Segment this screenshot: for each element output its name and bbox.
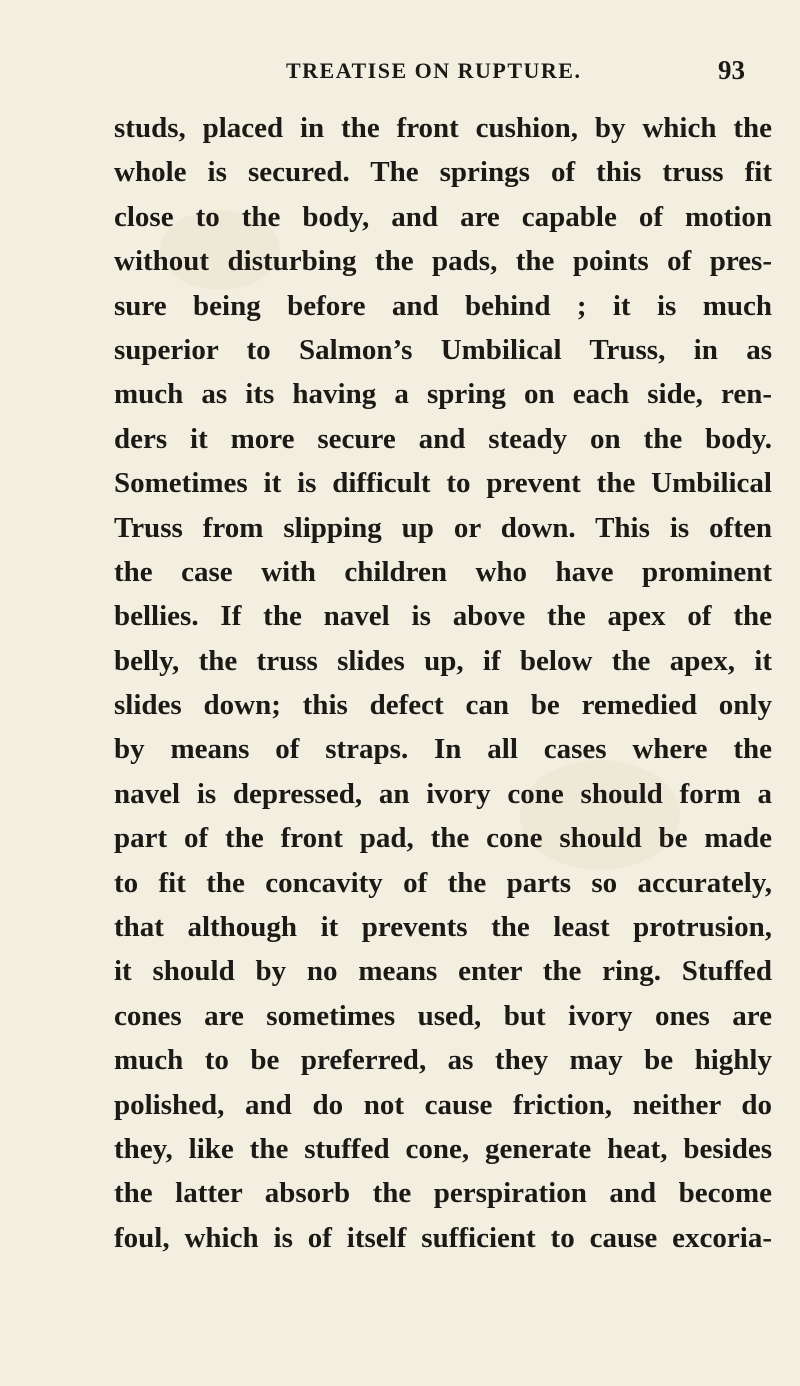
text-line: cones are sometimes used, but ivory ones are — [114, 999, 772, 1032]
text-line: close to the body, and are capable of motion — [114, 200, 772, 233]
text-line: Truss from slipping up or down. This is often — [114, 511, 772, 544]
text-line: the latter absorb the perspiration and become — [114, 1177, 772, 1210]
running-title: TREATISE ON RUPTURE. — [286, 58, 582, 83]
text-line: that although it prevents the least protrusion, — [114, 911, 772, 944]
text-line: studs, placed in the front cushion, by which the — [114, 112, 772, 144]
text-line: polished, and do not cause friction, neither do — [114, 1088, 772, 1121]
text-line: bellies. If the navel is above the apex of the — [114, 600, 772, 633]
page-number: 93 — [718, 55, 745, 85]
text-line: by means of straps. In all cases where the — [114, 733, 772, 766]
text-line: they, like the stuffed cone, generate heat, besides — [114, 1132, 772, 1165]
text-line: superior to Salmon’s Umbilical Truss, in as — [114, 333, 772, 366]
text-line: ders it more secure and steady on the body. — [114, 422, 772, 455]
text-line: part of the front pad, the cone should be made — [114, 822, 772, 855]
text-line: navel is depressed, an ivory cone should form a — [114, 777, 772, 810]
text-line: much as its having a spring on each side, ren- — [114, 378, 772, 411]
running-head — [0, 55, 800, 88]
text-line: without disturbing the pads, the points of pres- — [114, 245, 772, 278]
text-line: slides down; this defect can be remedied only — [114, 689, 772, 722]
text-line: sure being before and behind ; it is much — [114, 289, 772, 322]
text-line: foul, which is of itself sufficient to cause excoria- — [114, 1221, 772, 1254]
text-line: it should by no means enter the ring. Stuffed — [114, 955, 772, 988]
text-line: much to be preferred, as they may be highly — [114, 1044, 772, 1077]
text-line: Sometimes it is difficult to prevent the Umbilical — [114, 467, 772, 500]
text-line: to fit the concavity of the parts so accurately, — [114, 866, 772, 899]
text-line: whole is secured. The springs of this truss fit — [114, 156, 772, 189]
text-line: the case with children who have prominent — [114, 555, 772, 588]
body-text — [114, 106, 772, 1260]
text-line: belly, the truss slides up, if below the apex, it — [114, 644, 772, 677]
